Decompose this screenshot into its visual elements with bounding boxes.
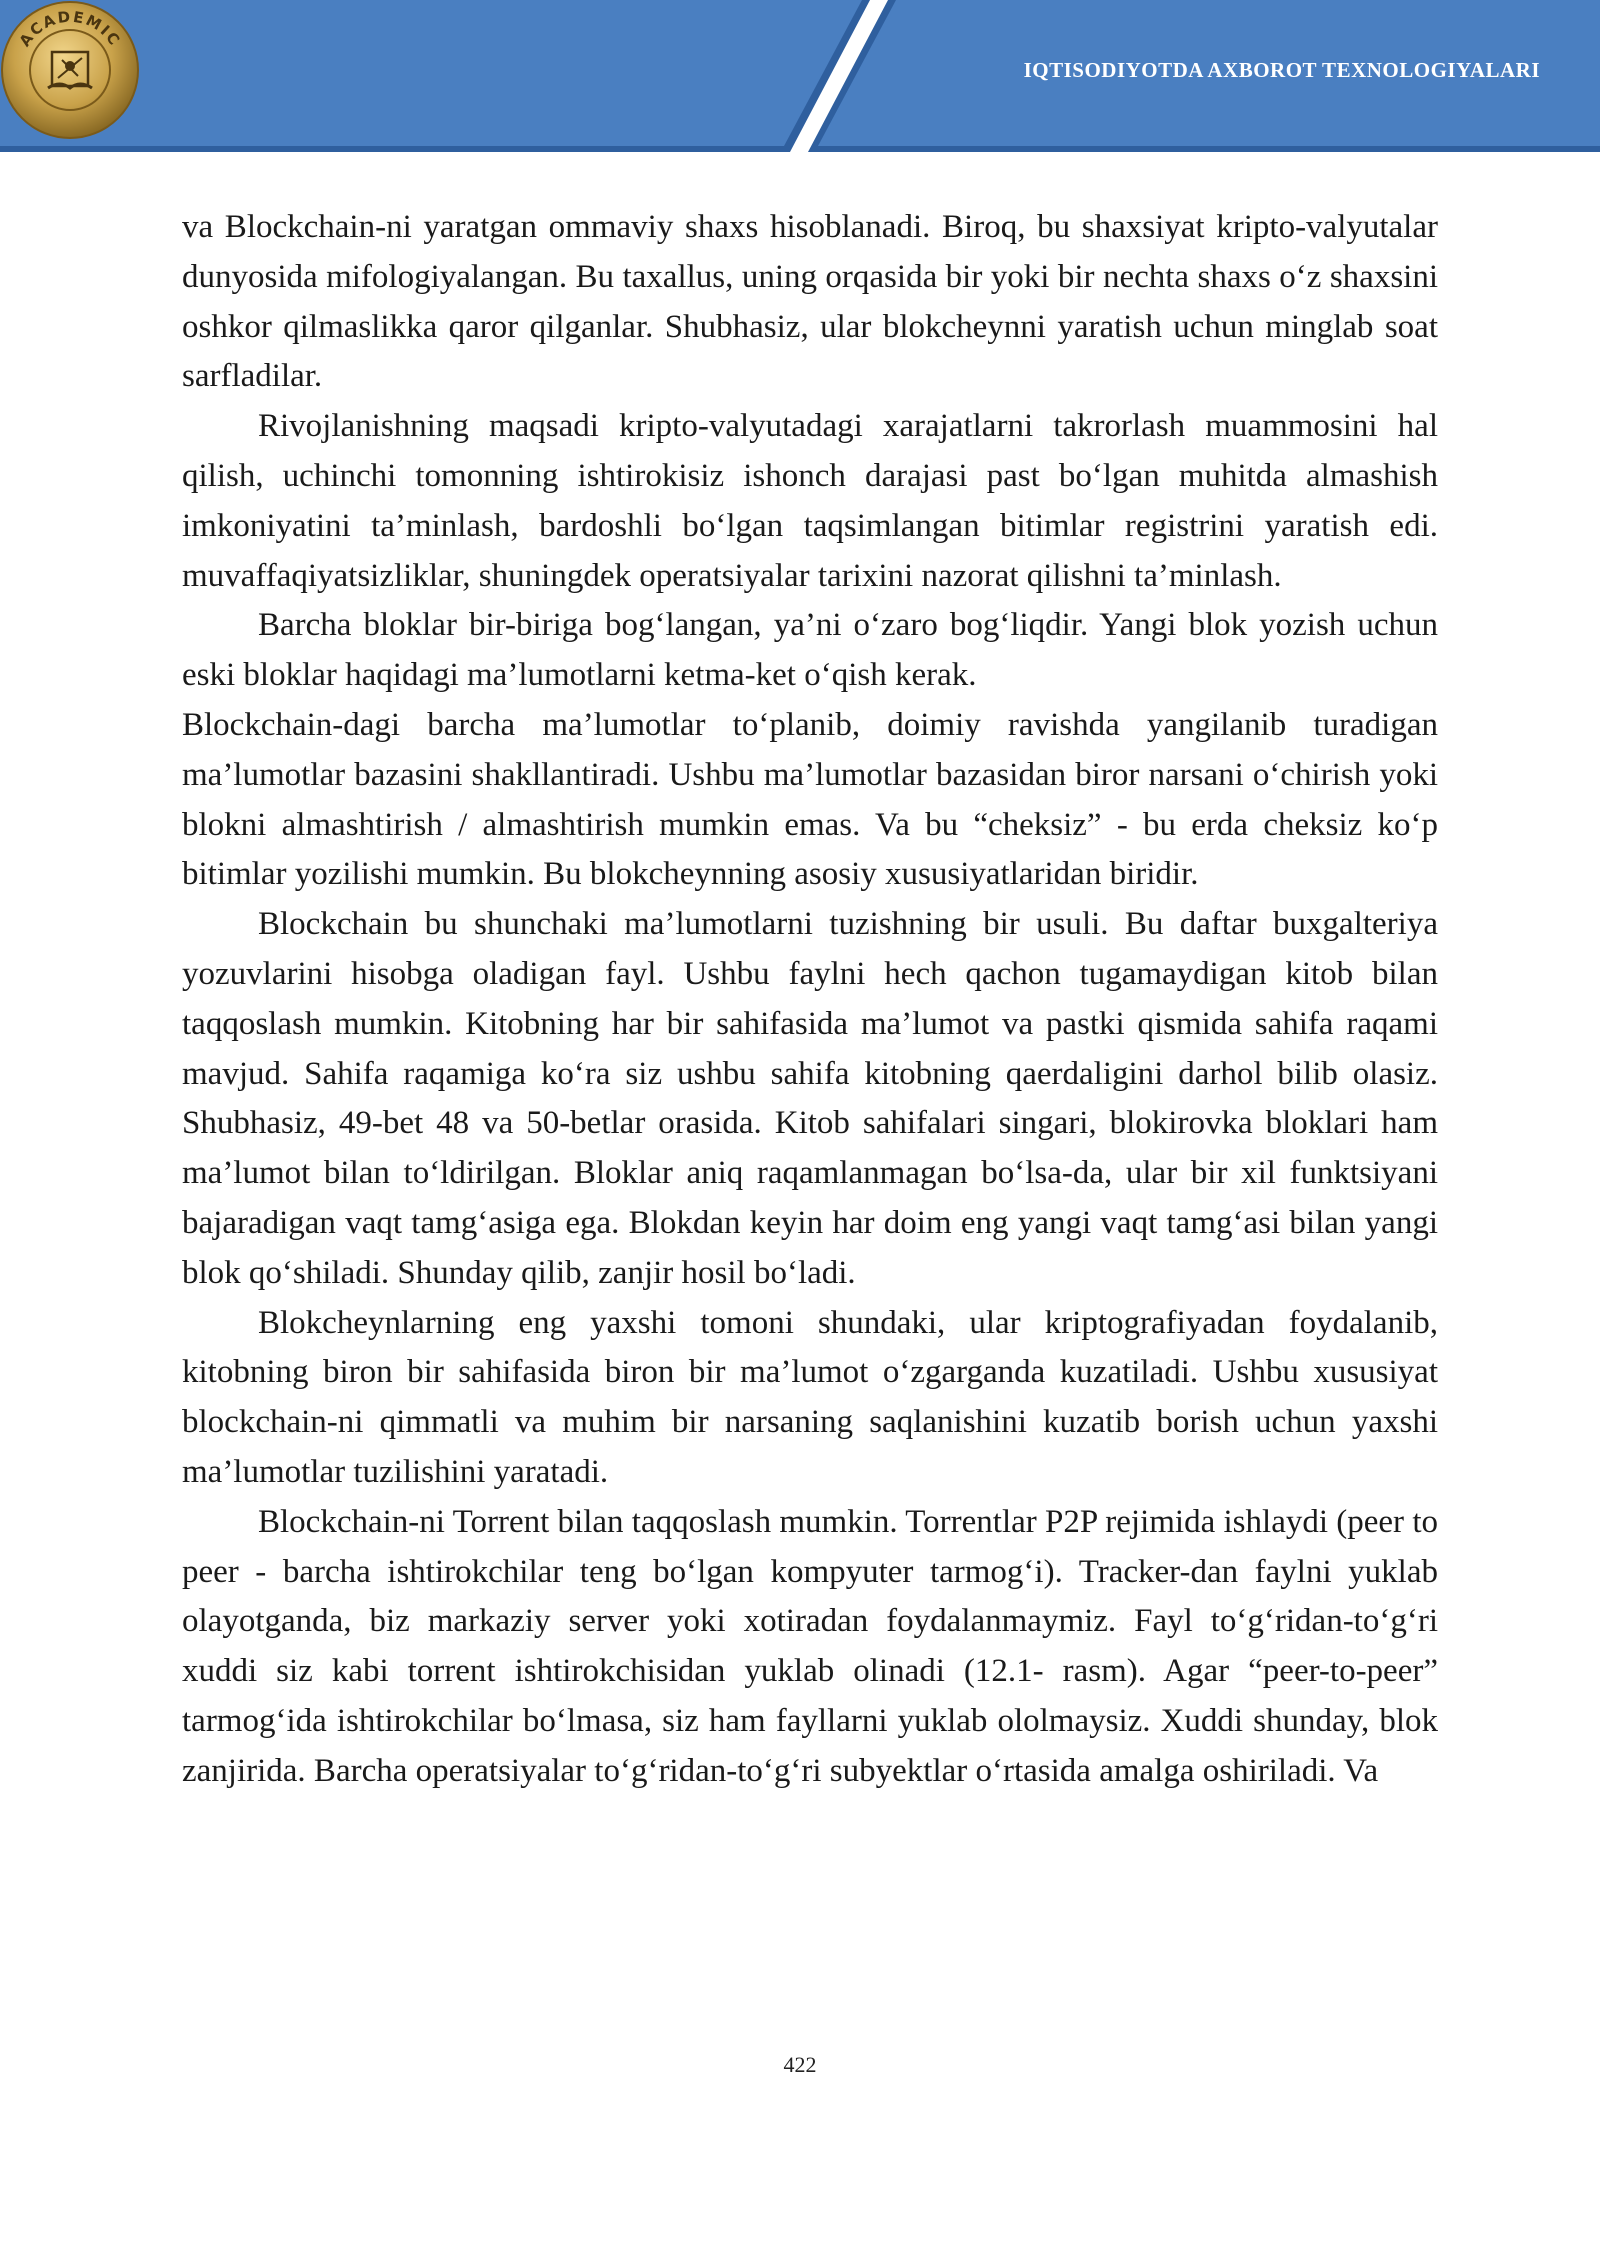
paragraph: Blokcheynlarning eng yaxshi tomoni shundaki, ular kriptografiyadan foydalanib, kitobning biron bir sahifasida biron bir ma’lumot o‘zgarganda kuzatiladi. Ushbu xususiyat blockchain-ni qimmatli va muhim bir narsaning saqlanishini kuzatib borish uchun yaxshi ma’lumotlar tuzilishini yaratadi. [182, 1304, 1438, 1490]
header-title: IQTISODIYOTDA AXBOROT TEXNOLOGIYALARI [1023, 58, 1540, 82]
page-header [0, 0, 1600, 160]
paragraph: va Blockchain-ni yaratgan ommaviy shaxs hisoblanadi. Biroq, bu shaxsiyat kripto-valyutalar dunyosida mifologiyalangan. Bu taxallus, uning orqasida bir yoki bir nechta shaxs o‘z shaxsini oshkor qilmaslikka qaror qilganlar. Shubhasiz, ular blokcheynni yaratish uchun minglab soat sarfladilar. [182, 209, 1438, 395]
page-number: 422 [783, 2052, 817, 2077]
paragraph: Blockchain bu shunchaki ma’lumotlarni tuzishning bir usuli. Bu daftar buxgalteriya yozuvlarini hisobga oladigan fayl. Ushbu faylni hech qachon tugamaydigan kitob bilan taqqoslash mumkin. Kitobning har bir sahifasida ma’lumot va pastki qismida sahifa raqami mavjud. Sahifa raqamiga ko‘ra siz ushbu sahifa kitobning qaerdaligini darhol bilib olasiz. Shubhasiz, 49-bet 48 va 50-betlar orasida. Kitob sahifalari singari, blokirovka bloklari ham ma’lumot bilan to‘ldirilgan. Bloklar aniq raqamlanmagan bo‘lsa-da, ular bir xil funktsiyani bajaradigan vaqt tamg‘asiga ega. Blokdan keyin har doim eng yangi vaqt tamg‘asi bilan yangi blok qo‘shiladi. Shunday qilib, zanjir hosil bo‘ladi. [182, 906, 1438, 1291]
paragraph: Barcha bloklar bir-biriga bog‘langan, ya’ni o‘zaro bog‘liqdir. Yangi blok yozish uchun eski bloklar haqidagi ma’lumotlarni ketma-ket o‘qish kerak. [182, 607, 1438, 694]
paragraph: Rivojlanishning maqsadi kripto-valyutadagi xarajatlarni takrorlash muammosini hal qilish, uchinchi tomonning ishtirokisiz ishonch darajasi past bo‘lgan muhitda almashish imkoniyatini ta’minlash, bardoshli bo‘lgan taqsimlangan bitimlar registrini yaratish edi. muvaffaqiyatsizliklar, shuningdek operatsiyalar tarixini nazorat qilishni ta’minlash. [182, 408, 1438, 594]
paragraph: Blockchain-dagi barcha ma’lumotlar to‘planib, doimiy ravishda yangilanib turadigan ma’lumotlar bazasini shakllantiradi. Ushbu ma’lumotlar bazasidan biror narsani o‘chirish yoki blokni almashtirish / almashtirish mumkin emas. Va bu “cheksiz” - bu erda cheksiz ko‘p bitimlar yozilishi mumkin. Bu blokcheynning asosiy xususiyatlaridan biridir. [182, 706, 1438, 893]
academic-excellence-logo [0, 0, 140, 140]
page-body [182, 203, 1438, 1797]
paragraph: Blockchain-ni Torrent bilan taqqoslash mumkin. Torrentlar P2P rejimida ishlaydi (peer to peer - barcha ishtirokchilar teng bo‘lgan kompyuter tarmog‘i). Tracker-dan faylni yuklab olayotganda, biz markaziy server yoki xotiradan foydalanmaymiz. Fayl to‘g‘ridan-to‘g‘ri xuddi siz kabi torrent ishtirokchisidan yuklab olinadi (12.1- rasm). Agar “peer-to-peer” tarmog‘ida ishtirokchilar bo‘lmasa, siz ham fayllarni yuklab ololmaysiz. Xuddi shunday, blok zanjirida. Barcha operatsiyalar to‘g‘ridan-to‘g‘ri subyektlar o‘rtasida amalga oshiriladi. Va [182, 1503, 1438, 1789]
logo-text-top: ACADEMIC [15, 7, 125, 50]
